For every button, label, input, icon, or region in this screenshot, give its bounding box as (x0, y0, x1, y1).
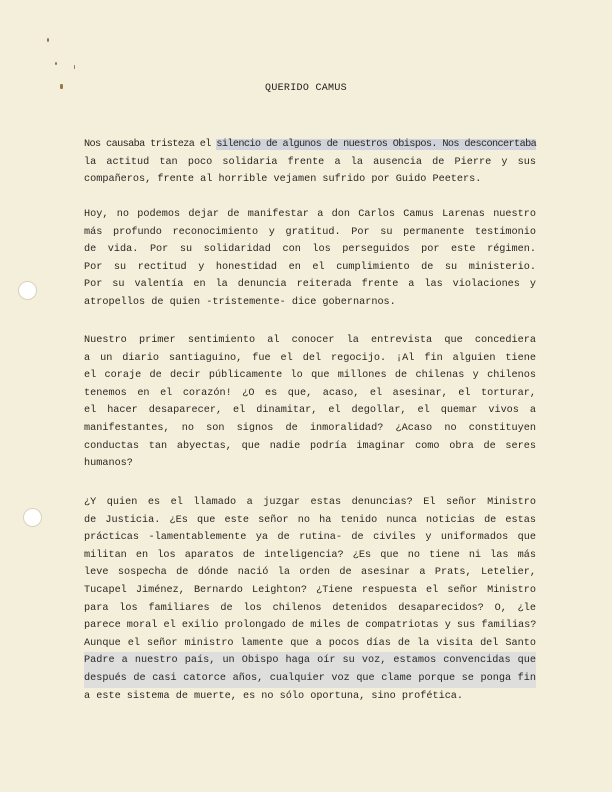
text-line: para los familiares de los chilenos detenidos desaparecidos? O, ¿le (84, 602, 536, 614)
text-line: a un diario santiaguino, fue el del regocijo. ¡Al fin alguien tiene (84, 352, 536, 364)
text-line: ¿Y quien es el llamado a juzgar estas denuncias? El señor Ministro (84, 497, 536, 508)
text-line: compañeros, frente al horrible vejamen sufrido por Guido Peeters. (84, 174, 482, 186)
text-line (84, 136, 536, 154)
text-line: Por su valentía en la denuncia reiterada frente a las violaciones y (84, 279, 536, 291)
text-line: Por su rectitud y honestidad en el cumplimiento de su ministerio. (84, 261, 536, 273)
paper-speck (74, 65, 75, 69)
punch-hole-bottom (23, 508, 42, 527)
text-line: manifestantes, no son signos de inmoralidad? ¿Acaso no constituyen (84, 422, 536, 434)
text-line: el coraje de decir públicamente lo que millones de chilenas y chilenos (84, 370, 536, 382)
text-line: Padre a nuestro país, un Obispo haga oír su voz, estamos convencidas que (84, 652, 536, 670)
punch-hole-top (18, 281, 37, 300)
paragraph-1 (84, 136, 536, 189)
text-line: Hoy, no podemos dejar de manifestar a don Carlos Camus Larenas nuestro (84, 209, 536, 220)
text-line: conductas tan abyectas, que nadie podría imaginar como obra de seres (84, 440, 536, 452)
page-title: QUERIDO CAMUS (265, 83, 347, 94)
text-line: de Justicia. ¿Es que este señor no ha tenido nunca noticias de estas (84, 514, 536, 526)
paper-speck (55, 62, 57, 65)
paragraph-2 (84, 206, 536, 312)
text-line: Aunque el señor ministro lamente que a pocos días de la visita del Santo (84, 637, 536, 649)
text-line: tenemos en el corazón! ¿O es que, acaso, el asesinar, el torturar, (84, 387, 536, 399)
text-line: leve sospecha de dónde nació la orden de asesinar a Prats, Letelier, (84, 567, 536, 579)
text-line: después de casi catorce años, cualquier voz que clame porque se ponga fin (84, 670, 536, 688)
highlighted-text: silencio de algunos de nuestros Obispos. Nos desconcertaba (216, 139, 537, 150)
text-line: el hacer desaparecer, el dinamitar, el degollar, el quemar vivos a (84, 405, 536, 417)
text-line: de vida. Por su solidaridad con los perseguidos por este régimen. (84, 244, 536, 256)
text-line: parece moral el exilio prolongado de miles de compatriotas y sus familias? (84, 620, 537, 632)
text-line: a este sistema de muerte, es no sólo oportuna, sino profética. (84, 690, 464, 702)
paragraph-3 (84, 332, 536, 473)
text-line: Nuestro primer sentimiento al conocer la entrevista que concediera (84, 335, 536, 346)
text-line: humanos? (84, 458, 133, 470)
text-line: prácticas -lamentablemente ya de rutina- de civiles y uniformados que (84, 532, 536, 544)
text-line: militan en los aparatos de inteligencia? ¿Es que no tiene ni las más (84, 549, 536, 561)
text-line: la actitud tan poco solidaria frente a la ausencia de Pierre y sus (84, 156, 536, 168)
paragraph-4 (84, 494, 536, 705)
paper-speck (47, 38, 49, 42)
text-line: más profundo reconocimiento y gratitud. Por su permanente testimonio (84, 226, 536, 238)
text-line: atropellos de quien -tristemente- dice gobernarnos. (84, 296, 396, 308)
text-run: Nos causaba tristeza el (84, 139, 217, 150)
text-line: Tucapel Jiménez, Bernardo Leighton? ¿Tiene respuesta el señor Ministro (84, 584, 536, 596)
